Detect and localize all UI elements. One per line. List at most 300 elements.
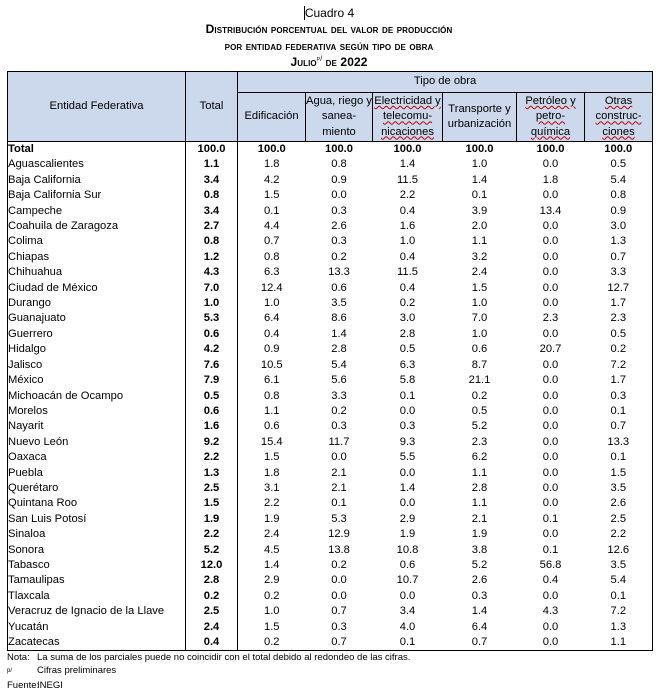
cell-elec: 11.5 [397, 266, 418, 279]
cell-edif: 6.1 [263, 374, 280, 387]
table-row [8, 373, 653, 388]
cell-agua: 5.6 [331, 374, 347, 387]
cell-petro: 0.0 [542, 281, 559, 294]
cell-entidad: Veracruz de Ignacio de la Llave [8, 604, 186, 619]
cell-elec: 2.2 [399, 189, 416, 202]
cell-total: 5.2 [186, 543, 238, 558]
cell-otras: 0.5 [585, 327, 653, 342]
table-row [8, 358, 653, 373]
cell-total: 1.0 [186, 296, 238, 311]
cell-total: 2.5 [186, 604, 238, 619]
cell-elec: 0.0 [399, 589, 416, 602]
header-edificacion: Edificación [238, 93, 306, 142]
cell-petro: 0.0 [542, 266, 559, 279]
cell-entidad: Sonora [8, 543, 186, 558]
cell-trans: 5.2 [471, 558, 488, 571]
cell-otras: 1.3 [585, 620, 653, 635]
cell-trans: 2.8 [471, 481, 488, 494]
cell-trans: 1.5 [471, 281, 488, 294]
cell-elec: 6.3 [399, 358, 416, 371]
cell-entidad: Colima [8, 234, 186, 249]
cell-petro: 13.4 [539, 204, 562, 217]
cell-total: 0.6 [186, 404, 238, 419]
cell-edif: 0.9 [263, 343, 280, 356]
header-transporte: Transporte y urbanización [443, 93, 517, 142]
cell-elec: 2.9 [399, 512, 416, 525]
cell-total: 0.2 [186, 589, 238, 604]
cell-total: 4.3 [186, 265, 238, 280]
cell-petro: 0.0 [542, 389, 559, 402]
cell-edif: 15.4 [260, 435, 283, 448]
cell-agua: 0.9 [331, 173, 347, 186]
cell-elec: 0.1 [399, 389, 416, 402]
table-row [8, 527, 653, 542]
cell-agua: 1.4 [331, 327, 347, 340]
data-table [7, 71, 653, 651]
cell-agua: 0.0 [331, 451, 347, 464]
cell-agua: 0.2 [331, 250, 347, 263]
table-row [8, 466, 653, 481]
header-tipo-de-obra: Tipo de obra [238, 72, 653, 93]
cell-petro: 0.0 [542, 327, 559, 340]
cell-agua: 100.0 [325, 143, 353, 155]
cell-agua: 13.8 [328, 543, 350, 556]
table-row [8, 173, 653, 188]
note-text: La suma de los parciales puede no coincidir con el total debido al redondeo de las cifras. [37, 652, 411, 663]
cell-trans: 3.2 [471, 250, 488, 263]
cell-otras: 1.1 [585, 635, 653, 651]
cell-agua: 3.3 [331, 389, 347, 402]
cell-trans: 3.8 [471, 543, 488, 556]
cell-petro: 0.0 [542, 235, 559, 248]
cell-agua: 0.3 [331, 420, 347, 433]
table-row [8, 589, 653, 604]
cell-petro: 100.0 [536, 143, 565, 155]
cell-entidad: Zacatecas [8, 635, 186, 651]
cell-petro: 0.1 [542, 543, 559, 556]
cell-petro: 0.0 [542, 220, 559, 233]
cell-elec: 10.8 [396, 543, 419, 556]
cell-elec: 1.9 [399, 528, 416, 541]
cell-total: 1.3 [186, 466, 238, 481]
cell-agua: 0.0 [331, 589, 347, 602]
cell-entidad: Ciudad de México [8, 281, 186, 296]
cell-elec: 1.6 [399, 220, 416, 233]
cell-otras: 0.8 [585, 188, 653, 203]
cell-elec: 1.0 [399, 235, 416, 248]
cell-trans: 6.4 [471, 620, 488, 633]
cell-entidad: Coahuila de Zaragoza [8, 219, 186, 234]
cell-agua: 0.0 [331, 189, 347, 202]
cell-edif: 0.6 [263, 420, 280, 433]
table-row [8, 481, 653, 496]
table-row [8, 512, 653, 527]
table-row [8, 296, 653, 311]
notes [7, 652, 410, 693]
cell-agua: 5.4 [331, 358, 347, 371]
cell-total: 12.0 [186, 558, 238, 573]
header-entidad: Entidad Federativa [8, 72, 186, 142]
cell-entidad: Baja California Sur [8, 188, 186, 203]
cell-otras: 3.5 [585, 558, 653, 573]
prelim-label: p/ [7, 667, 13, 674]
cell-otras: 0.1 [585, 589, 653, 604]
cell-edif: 0.8 [263, 389, 280, 402]
cell-elec: 1.4 [399, 481, 416, 494]
note-label: Nota: [7, 652, 30, 663]
cell-edif: 0.1 [263, 204, 280, 217]
cell-trans: 1.0 [471, 297, 488, 310]
cell-agua: 8.6 [331, 312, 347, 325]
cell-petro: 0.0 [542, 297, 559, 310]
table-row [8, 204, 653, 219]
cell-agua: 0.0 [331, 574, 347, 587]
table-row [8, 450, 653, 465]
table-row [8, 281, 653, 296]
cell-agua: 2.1 [331, 466, 347, 479]
cell-otras: 1.5 [585, 466, 653, 481]
cell-petro: 0.0 [542, 481, 559, 494]
cell-trans: 6.2 [471, 451, 488, 464]
cell-agua: 0.3 [331, 235, 347, 248]
cell-trans: 2.6 [471, 574, 488, 587]
cell-agua: 0.1 [331, 497, 347, 510]
cell-total: 7.6 [186, 358, 238, 373]
table-row [8, 558, 653, 573]
cell-elec: 0.0 [399, 404, 416, 417]
source-text: INEGI [37, 680, 63, 692]
table-row [8, 157, 653, 172]
cell-elec: 3.4 [399, 605, 416, 618]
cell-trans: 7.0 [471, 312, 488, 325]
table-row [8, 620, 653, 635]
cell-otras: 2.6 [585, 496, 653, 511]
cell-entidad: Oaxaca [8, 450, 186, 465]
cell-edif: 1.5 [263, 189, 280, 202]
table-row [8, 435, 653, 450]
cell-entidad: Tlaxcala [8, 589, 186, 604]
cell-total: 1.2 [186, 250, 238, 265]
cell-entidad: Guerrero [8, 327, 186, 342]
cell-otras: 5.4 [585, 573, 653, 588]
cell-entidad: Querétaro [8, 481, 186, 496]
cell-total: 2.5 [186, 481, 238, 496]
cell-entidad: México [8, 373, 186, 388]
cell-trans: 0.1 [471, 189, 488, 202]
cell-edif: 2.4 [263, 528, 280, 541]
cell-agua: 12.9 [328, 528, 350, 541]
cell-entidad: Yucatán [8, 620, 186, 635]
cell-entidad: Morelos [8, 404, 186, 419]
cell-edif: 0.2 [263, 589, 280, 602]
cell-total: 7.9 [186, 373, 238, 388]
table-row [8, 342, 653, 357]
source-label: Fuente: [7, 680, 40, 692]
table-title-line2: por entidad federativa según tipo de obra [224, 39, 434, 53]
cell-elec: 0.5 [399, 343, 416, 356]
cell-edif: 2.9 [263, 574, 280, 587]
header-electricidad: Electricidad y telecomu- nicaciones [373, 93, 443, 142]
cell-edif: 1.1 [263, 404, 280, 417]
cell-entidad: Michoacán de Ocampo [8, 389, 186, 404]
cell-otras: 3.5 [585, 481, 653, 496]
table-body [8, 142, 653, 651]
cell-trans: 0.6 [471, 343, 488, 356]
cell-edif: 4.5 [263, 543, 280, 556]
cell-edif: 3.1 [263, 481, 280, 494]
cell-otras: 0.7 [585, 419, 653, 434]
cell-petro: 56.8 [539, 558, 562, 571]
cell-trans: 1.9 [471, 528, 488, 541]
cell-total: 100.0 [186, 142, 238, 158]
cell-agua: 5.3 [331, 512, 347, 525]
cell-elec: 9.3 [399, 435, 416, 448]
cell-edif: 100.0 [257, 143, 286, 155]
cell-trans: 5.2 [471, 420, 488, 433]
cell-total: 2.7 [186, 219, 238, 234]
cell-otras: 12.7 [585, 281, 653, 296]
cell-edif: 4.4 [263, 220, 280, 233]
cell-agua: 2.1 [331, 481, 347, 494]
cell-elec: 10.7 [396, 574, 419, 587]
cell-edif: 4.2 [263, 173, 280, 186]
cell-trans: 21.1 [468, 374, 491, 387]
cell-agua: 0.8 [331, 158, 347, 171]
cell-otras: 5.4 [585, 173, 653, 188]
cell-elec: 5.8 [399, 374, 416, 387]
cell-edif: 0.2 [238, 635, 306, 651]
cell-petro: 0.0 [542, 528, 559, 541]
table-row [8, 573, 653, 588]
table-caption: Cuadro 4 [304, 6, 355, 20]
table-row [8, 635, 653, 651]
cell-trans: 1.1 [471, 497, 488, 510]
table-row [8, 496, 653, 511]
cell-trans: 2.1 [471, 512, 488, 525]
cell-entidad: Chiapas [8, 250, 186, 265]
cell-total: 5.3 [186, 311, 238, 326]
cell-trans: 1.1 [471, 235, 488, 248]
cell-trans: 8.7 [471, 358, 488, 371]
cell-otras: 3.3 [585, 265, 653, 280]
table-row [8, 265, 653, 280]
cell-edif: 0.4 [263, 327, 280, 340]
cell-elec: 11.5 [397, 173, 418, 186]
cell-agua: 13.3 [328, 266, 350, 279]
cell-trans: 1.1 [471, 466, 488, 479]
cell-trans: 2.4 [471, 266, 488, 279]
cell-entidad: Aguascalientes [8, 157, 186, 172]
cell-petro: 0.0 [542, 435, 559, 448]
cell-trans: 1.0 [471, 327, 488, 340]
header-total: Total [186, 72, 238, 142]
cell-entidad: Puebla [8, 466, 186, 481]
cell-otras: 0.9 [585, 204, 653, 219]
cell-elec: 0.0 [399, 466, 416, 479]
cell-elec: 1.4 [399, 158, 416, 171]
table-row [8, 234, 653, 249]
cell-edif: 1.0 [263, 605, 280, 618]
cell-total: 7.0 [186, 281, 238, 296]
table-row [8, 327, 653, 342]
cell-elec: 0.4 [399, 281, 416, 294]
cell-trans: 0.2 [471, 389, 488, 402]
cell-agua: 11.7 [328, 435, 350, 448]
cell-petro: 0.0 [542, 466, 559, 479]
cell-petro: 1.8 [542, 173, 559, 186]
cell-trans: 100.0 [465, 143, 494, 155]
total-row [8, 142, 653, 158]
cell-otras: 0.5 [585, 157, 653, 172]
table-row [8, 404, 653, 419]
cell-total: 0.4 [186, 635, 238, 651]
cell-petro: 0.0 [542, 451, 559, 464]
cell-edif: 1.8 [263, 466, 280, 479]
table-row [8, 389, 653, 404]
table-row [8, 543, 653, 558]
table-row [8, 188, 653, 203]
cell-elec: 2.8 [399, 327, 416, 340]
cell-otras: 1.3 [585, 234, 653, 249]
cell-petro: 0.0 [542, 620, 559, 633]
cell-total: 3.4 [186, 173, 238, 188]
cell-trans: 0.5 [471, 404, 488, 417]
cell-entidad: Nayarit [8, 419, 186, 434]
cell-otras: 3.0 [585, 219, 653, 234]
cell-elec: 4.0 [399, 620, 416, 633]
cell-trans: 1.4 [471, 173, 488, 186]
cell-agua: 0.3 [331, 204, 347, 217]
cell-agua: 0.7 [306, 635, 373, 651]
cell-elec: 0.4 [399, 250, 416, 263]
cell-total: 2.4 [186, 620, 238, 635]
cell-total: 0.8 [186, 234, 238, 249]
cell-trans: 1.0 [471, 158, 488, 171]
cell-edif: 6.3 [263, 266, 280, 279]
cell-otras: 12.6 [585, 543, 653, 558]
cell-petro: 4.3 [542, 605, 559, 618]
cell-entidad: Tabasco [8, 558, 186, 573]
cell-otras: 1.7 [585, 373, 653, 388]
header-agua: Agua, riego y sanea- miento [306, 93, 373, 142]
cell-total: 1.5 [186, 496, 238, 511]
cell-trans: 2.0 [471, 220, 488, 233]
cell-petro: 0.0 [542, 358, 559, 371]
table-title-line1: Distribución porcentual del valor de producción [205, 22, 453, 36]
cell-elec: 0.0 [399, 497, 416, 510]
cell-total: 0.5 [186, 389, 238, 404]
cell-elec: 5.5 [399, 451, 416, 464]
cell-otras: 100.0 [585, 142, 653, 158]
header-petroleo: Petróleo y petro- química [517, 93, 585, 142]
cell-petro: 0.0 [542, 420, 559, 433]
cell-elec: 0.6 [399, 558, 416, 571]
cell-otras: 0.3 [585, 389, 653, 404]
cell-total: 1.6 [186, 419, 238, 434]
cell-petro: 0.0 [542, 404, 559, 417]
cell-petro: 0.0 [542, 158, 559, 171]
cell-entidad: Quintana Roo [8, 496, 186, 511]
cell-entidad: Tamaulipas [8, 573, 186, 588]
cell-entidad: Baja California [8, 173, 186, 188]
cell-agua: 0.2 [331, 558, 347, 571]
cell-petro: 0.0 [517, 635, 585, 651]
cell-agua: 2.6 [331, 220, 347, 233]
cell-edif: 2.2 [263, 497, 280, 510]
cell-elec: 100.0 [393, 143, 422, 155]
cell-petro: 0.0 [542, 250, 559, 263]
cell-otras: 2.3 [585, 311, 653, 326]
cell-agua: 3.5 [331, 297, 347, 310]
cell-agua: 0.3 [331, 620, 347, 633]
cell-total: 2.8 [186, 573, 238, 588]
cell-petro: 20.7 [539, 343, 562, 356]
cell-otras: 0.1 [585, 404, 653, 419]
cell-trans: 2.3 [471, 435, 488, 448]
table-row [8, 604, 653, 619]
cell-agua: 2.8 [331, 343, 347, 356]
cell-elec: 0.4 [399, 204, 416, 217]
cell-elec: 3.0 [399, 312, 416, 325]
cell-otras: 7.2 [585, 604, 653, 619]
cell-total: 3.4 [186, 204, 238, 219]
cell-total: 9.2 [186, 435, 238, 450]
cell-total: 4.2 [186, 342, 238, 357]
header-otras: Otras construc- ciones [585, 93, 653, 142]
cell-edif: 10.5 [260, 358, 283, 371]
cell-petro: 2.3 [542, 312, 559, 325]
cell-agua: 0.7 [331, 605, 347, 618]
cell-trans: 1.4 [471, 605, 488, 618]
cell-petro: 0.0 [542, 189, 559, 202]
table-row [8, 311, 653, 326]
cell-elec: 0.1 [373, 635, 443, 651]
cell-total: 0.6 [186, 327, 238, 342]
cell-edif: 1.5 [263, 620, 280, 633]
cell-petro: 0.0 [542, 497, 559, 510]
cell-petro: 0.0 [542, 374, 559, 387]
cell-otras: 0.7 [585, 250, 653, 265]
cell-otras: 0.1 [585, 450, 653, 465]
cell-otras: 2.2 [585, 527, 653, 542]
cell-edif: 1.5 [263, 451, 280, 464]
cell-edif: 0.7 [263, 235, 280, 248]
cell-trans: 3.9 [471, 204, 488, 217]
cell-petro: 0.4 [542, 574, 559, 587]
cell-elec: 0.2 [399, 297, 416, 310]
cell-edif: 0.8 [263, 250, 280, 263]
cell-agua: 0.2 [331, 404, 347, 417]
cell-entidad: Total [8, 142, 186, 158]
cell-edif: 1.8 [263, 158, 280, 171]
table-title-line3: Julio$^{p/}$ de 2022 [290, 55, 368, 69]
cell-otras: 13.3 [585, 435, 653, 450]
cell-trans: 0.3 [471, 589, 488, 602]
cell-petro: 0.1 [542, 512, 559, 525]
cell-entidad: Jalisco [8, 358, 186, 373]
cell-elec: 0.3 [399, 420, 416, 433]
cell-edif: 6.4 [263, 312, 280, 325]
cell-edif: 1.9 [263, 512, 280, 525]
cell-entidad: Nuevo León [8, 435, 186, 450]
table-row [8, 250, 653, 265]
prelim-text: Cifras preliminares [37, 664, 117, 676]
cell-total: 0.8 [186, 188, 238, 203]
cell-entidad: Durango [8, 296, 186, 311]
cell-otras: 0.2 [585, 342, 653, 357]
cell-otras: 2.5 [585, 512, 653, 527]
table-row [8, 219, 653, 234]
